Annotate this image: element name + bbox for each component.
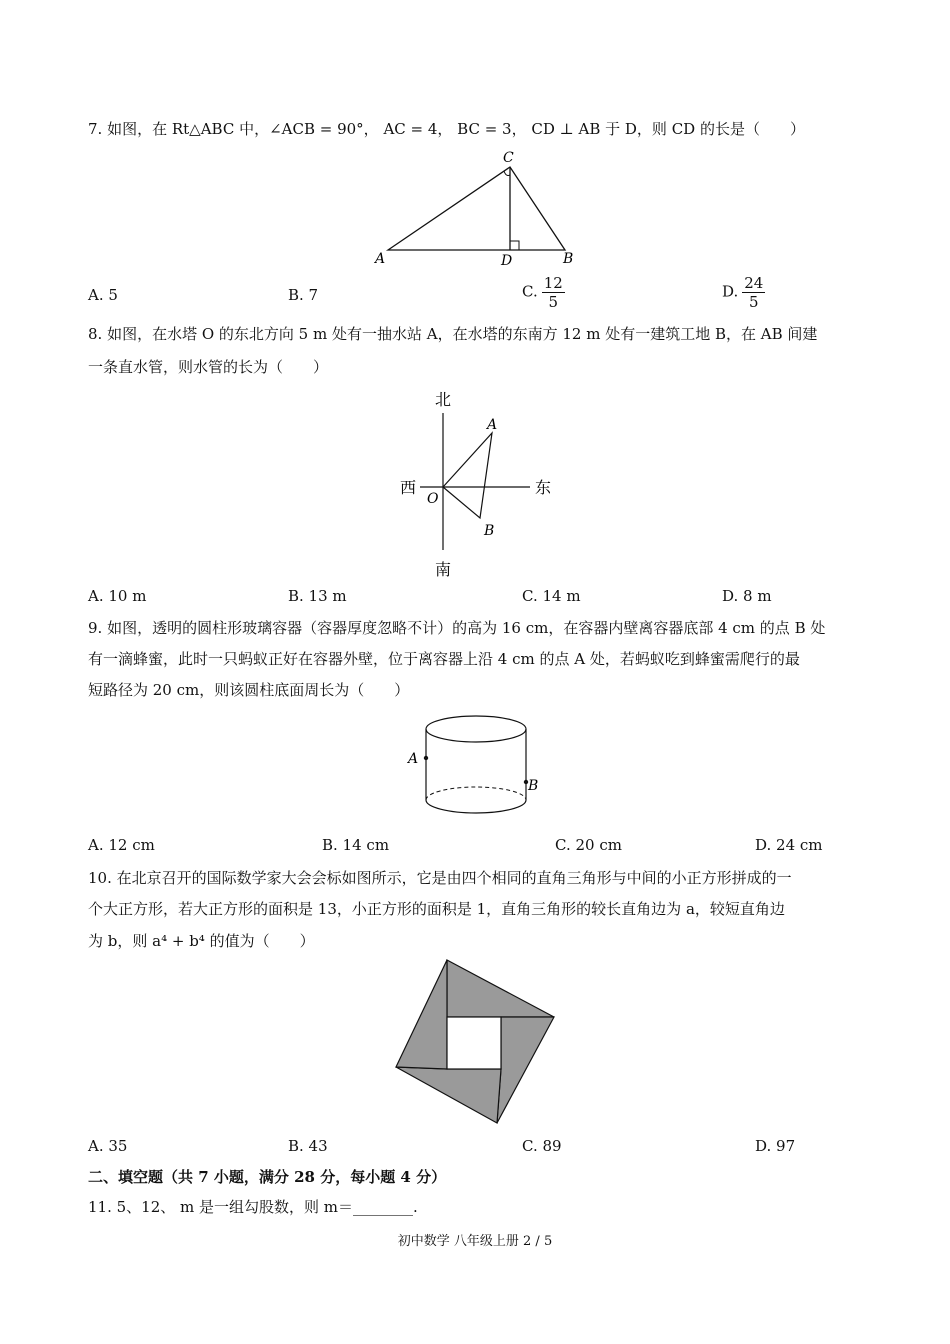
- q9-option-b: B. 14 cm: [322, 836, 390, 854]
- triangle-abc: [388, 167, 565, 250]
- q8-stem-line1: 8. 如图，在水塔 O 的东北方向 5 m 处有一抽水站 A，在水塔的东南方 12 m 处有一建筑工地 B，在 AB 间建: [88, 325, 818, 343]
- q10-option-a: A. 35: [88, 1137, 128, 1155]
- q10-stem-line1: 10. 在北京召开的国际数学家大会会标如图所示，它是由四个相同的直角三角形与中间的小正方形拼成的一: [88, 869, 792, 887]
- q10-stem-line2: 个大正方形，若大正方形的面积是 13，小正方形的面积是 1，直角三角形的较长直角边为 a，较短直角边: [88, 900, 785, 918]
- q9-option-c: C. 20 cm: [555, 836, 622, 854]
- cylinder-bottom-back: [426, 787, 526, 800]
- q8-option-d: D. 8 m: [722, 587, 772, 605]
- q8-option-b: B. 13 m: [288, 587, 347, 605]
- q7-option-c: [522, 274, 565, 311]
- q7-option-d-prefix: D.: [722, 282, 739, 301]
- q7-option-c-prefix: C.: [522, 282, 538, 301]
- label-d: D: [501, 253, 513, 269]
- q9-stem-line2: 有一滴蜂蜜，此时一只蚂蚁正好在容器外壁，位于离容器上沿 4 cm 的点 A 处，若蚂蚁吃到蜂蜜需爬行的最: [88, 650, 800, 668]
- q7-option-a: A. 5: [88, 286, 118, 304]
- q10-zhaoshuang-figure: [390, 955, 560, 1125]
- q11-stem: 11. 5、12、 m 是一组勾股数，则 m＝________.: [88, 1198, 418, 1216]
- q10-option-c: C. 89: [522, 1137, 562, 1155]
- triangle-left: [396, 960, 447, 1069]
- right-angle-mark-c: [504, 171, 510, 176]
- q7-option-c-fraction: [542, 274, 565, 311]
- q10-option-b: B. 43: [288, 1137, 328, 1155]
- q8-option-a: A. 10 m: [88, 587, 147, 605]
- q9-option-d: D. 24 cm: [755, 836, 823, 854]
- q9-option-a: A. 12 cm: [88, 836, 155, 854]
- q8-stem-line2: 一条直水管，则水管的长为（ ）: [88, 358, 329, 376]
- label-north: 北: [435, 390, 452, 409]
- triangle-top: [447, 960, 554, 1017]
- label-c: C: [503, 150, 514, 166]
- label-o: O: [427, 491, 439, 507]
- q7-option-c-num: 12: [543, 274, 563, 292]
- q7-option-b: B. 7: [288, 286, 319, 304]
- label-a: A: [375, 251, 386, 267]
- q7-option-c-den: 5: [548, 293, 559, 311]
- cylinder-top: [426, 716, 526, 742]
- section-2-heading: 二、填空题（共 7 小题，满分 28 分，每小题 4 分）: [88, 1168, 447, 1186]
- q8-option-c: C. 14 m: [522, 587, 581, 605]
- q9-cylinder-figure: [400, 712, 550, 817]
- label-b: B: [528, 778, 539, 794]
- inner-small-square: [447, 1017, 501, 1069]
- triangle-right: [497, 1017, 554, 1123]
- label-south: 南: [435, 560, 452, 579]
- right-angle-mark-d: [510, 241, 519, 250]
- q7-stem: 7. 如图，在 Rt△ABC 中，∠ACB = 90°， AC = 4， BC = 3， CD ⊥ AB 于 D，则 CD 的长是（ ）: [88, 120, 805, 138]
- label-b: B: [484, 523, 495, 539]
- q7-option-d-num: 24: [744, 274, 764, 292]
- label-west: 西: [400, 478, 417, 497]
- q9-stem-line1: 9. 如图，透明的圆柱形玻璃容器（容器厚度忽略不计）的高为 16 cm，在容器内壁离容器底部 4 cm 的点 B 处: [88, 619, 826, 637]
- q8-compass-figure: [395, 385, 565, 580]
- q7-option-d-den: 5: [749, 293, 759, 311]
- q10-option-d: D. 97: [755, 1137, 796, 1155]
- triangle-oab: [443, 433, 492, 518]
- cylinder-bottom-front: [426, 800, 526, 813]
- label-b: B: [563, 251, 574, 267]
- label-east: 东: [535, 478, 552, 497]
- page-footer: 初中数学 八年级上册 2 / 5: [397, 1234, 553, 1249]
- q7-triangle-figure: [370, 145, 585, 270]
- q7-option-d: [722, 274, 765, 311]
- label-a: A: [408, 751, 419, 767]
- q9-stem-line3: 短路径为 20 cm，则该圆柱底面周长为（ ）: [88, 681, 410, 699]
- label-a: A: [487, 417, 498, 433]
- triangle-bottom: [396, 1067, 501, 1123]
- q7-option-d-fraction: [742, 274, 765, 311]
- point-a: [424, 756, 428, 760]
- q10-stem-line3: 为 b，则 a⁴ + b⁴ 的值为（ ）: [88, 932, 315, 950]
